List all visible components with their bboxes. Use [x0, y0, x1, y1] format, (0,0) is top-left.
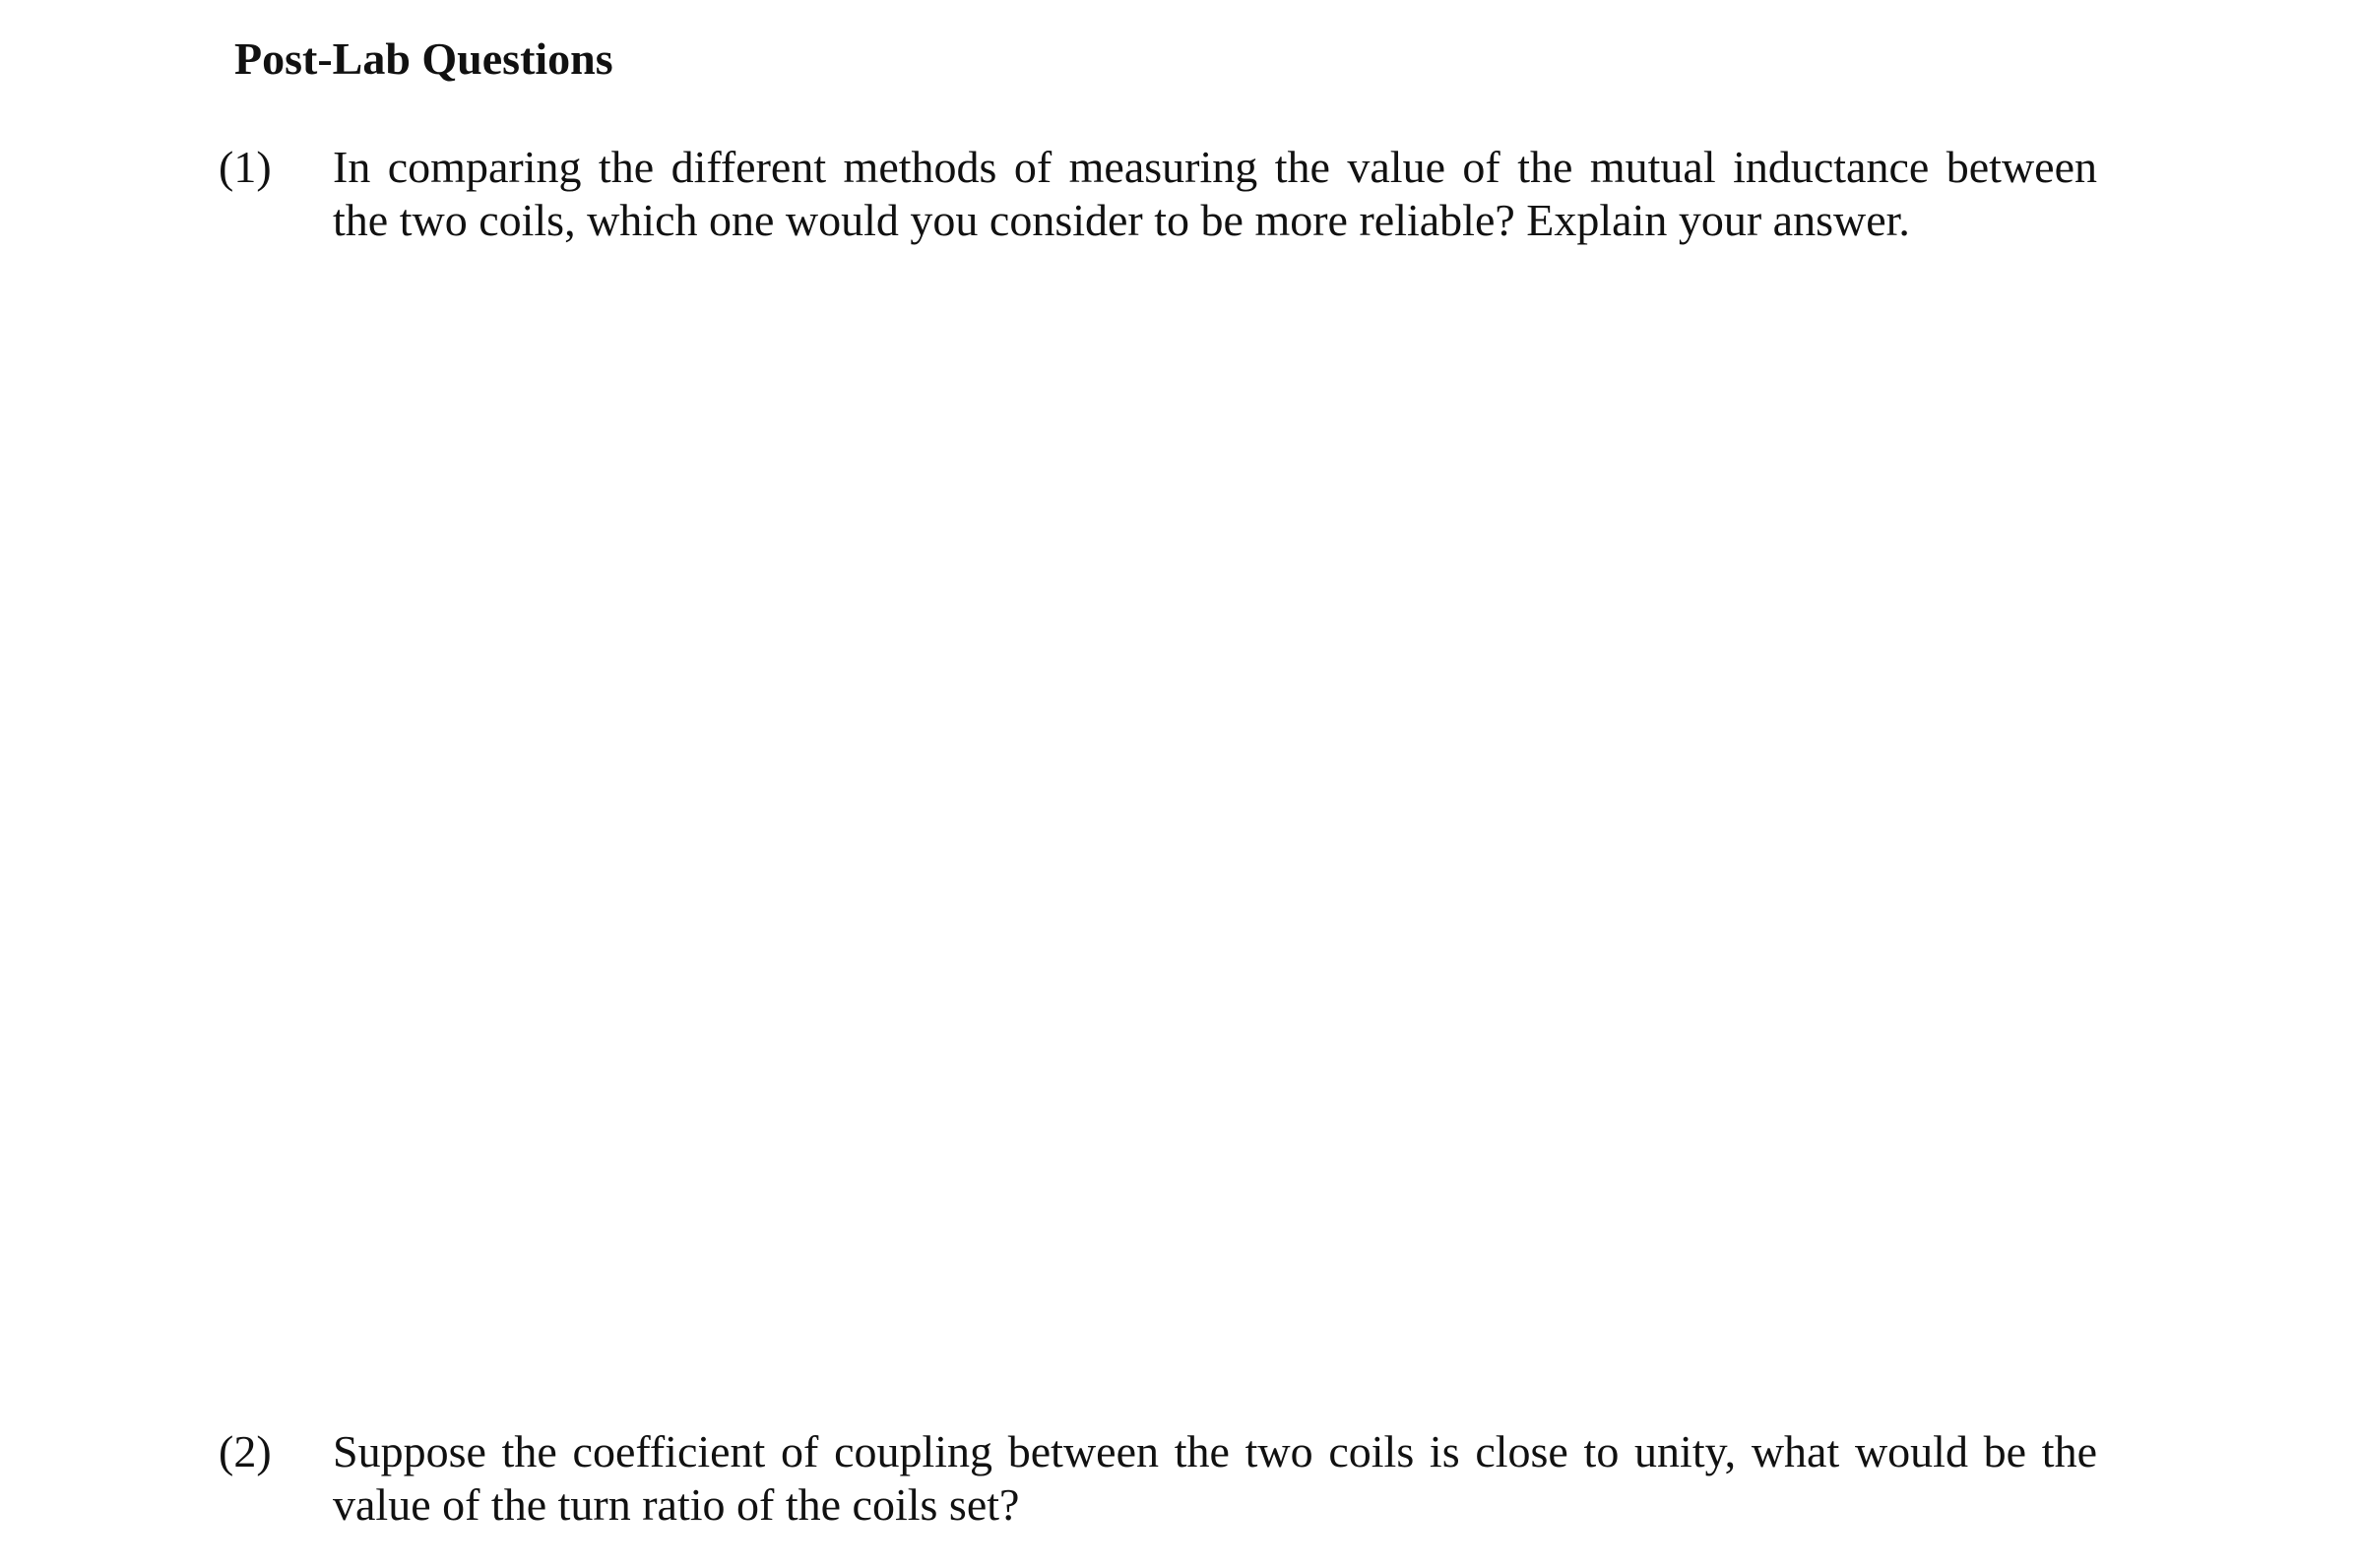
question-number: (1) [219, 142, 272, 192]
question-text [333, 1425, 2144, 1532]
page-heading: Post-Lab Questions [234, 33, 613, 84]
question-text [333, 141, 2144, 247]
question-text-line: In comparing the different methods of measuring the value of the mutual inductance between [333, 142, 2097, 192]
question-text-line: Suppose the coefficient of coupling between the two coils is close to unity, what would be the [333, 1426, 2097, 1476]
question-number: (2) [219, 1426, 272, 1476]
answer-space [333, 256, 2097, 1388]
question-text-line: value of the turn ratio of the coils set? [333, 1479, 1020, 1530]
question-text-line: the two coils, which one would you consider to be more reliable? Explain your answer. [333, 195, 1910, 245]
